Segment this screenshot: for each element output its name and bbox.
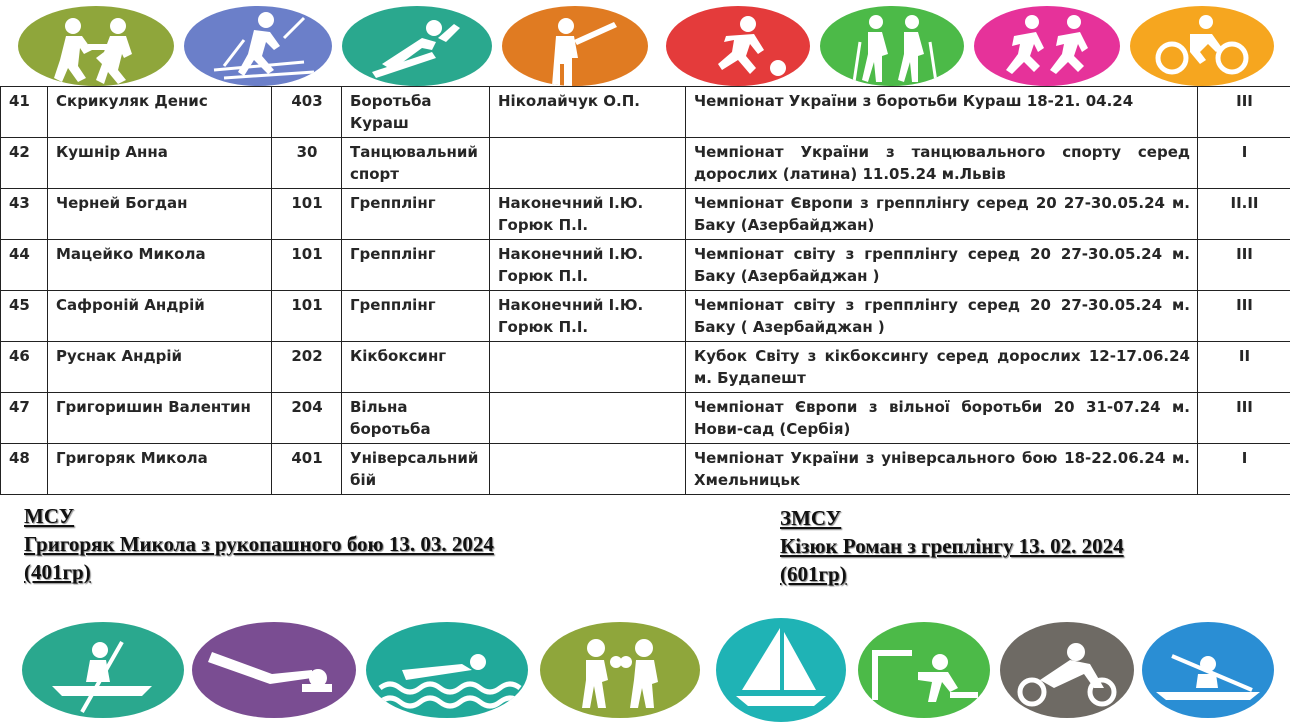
group-number: 101 xyxy=(272,291,342,342)
sport-name: Вільна боротьба xyxy=(342,393,490,444)
cycling-icon xyxy=(1130,6,1274,86)
zmsu-block xyxy=(780,504,1124,588)
group-number: 101 xyxy=(272,240,342,291)
sport-name: Кікбоксинг xyxy=(342,342,490,393)
rank-value: III xyxy=(1198,393,1290,444)
table-row xyxy=(1,87,1290,138)
sailing-icon xyxy=(716,618,846,722)
rank-value: III xyxy=(1198,240,1290,291)
coach-names: Наконечний І.Ю. Горюк П.І. xyxy=(490,291,686,342)
table-row xyxy=(1,138,1290,189)
sport-name: Грепплінг xyxy=(342,189,490,240)
zmsu-line2: (601гр) xyxy=(780,562,847,586)
table-row xyxy=(1,189,1290,240)
coach-names xyxy=(490,444,686,495)
coach-names xyxy=(490,138,686,189)
zmsu-title: ЗМСУ xyxy=(780,506,842,530)
coach-names xyxy=(490,393,686,444)
athlete-name: Черней Богдан xyxy=(48,189,272,240)
group-number: 403 xyxy=(272,87,342,138)
rank-value: II.II xyxy=(1198,189,1290,240)
table-row xyxy=(1,393,1290,444)
athlete-name: Кушнір Анна xyxy=(48,138,272,189)
motorcycle-icon xyxy=(1000,622,1134,718)
sport-name: Грепплінг xyxy=(342,291,490,342)
shooting-icon xyxy=(502,6,648,86)
rank-value: II xyxy=(1198,342,1290,393)
msu-line1: Григоряк Микола з рукопашного бою 13. 03. 2024 xyxy=(24,532,494,556)
athlete-name: Григоряк Микола xyxy=(48,444,272,495)
row-number: 42 xyxy=(1,138,48,189)
wrestling-icon xyxy=(18,6,174,86)
rank-value: III xyxy=(1198,291,1290,342)
coach-names: Наконечний І.Ю. Горюк П.І. xyxy=(490,240,686,291)
row-number: 45 xyxy=(1,291,48,342)
competition-details: Чемпіонат України з універсального бою 18-22.06.24 м. Хмельницьк xyxy=(686,444,1198,495)
sport-icons-top xyxy=(0,2,1290,90)
coach-names xyxy=(490,342,686,393)
row-number: 46 xyxy=(1,342,48,393)
row-number: 43 xyxy=(1,189,48,240)
kayak-icon xyxy=(1142,622,1274,718)
coach-names: Ніколайчук О.П. xyxy=(490,87,686,138)
table-row xyxy=(1,291,1290,342)
sport-icons-bottom xyxy=(0,614,1290,722)
table-row xyxy=(1,444,1290,495)
row-number: 47 xyxy=(1,393,48,444)
competition-details: Чемпіонат світу з грепплінгу серед 20 27-30.05.24 м. Баку ( Азербайджан ) xyxy=(686,291,1198,342)
group-number: 30 xyxy=(272,138,342,189)
group-number: 401 xyxy=(272,444,342,495)
group-number: 202 xyxy=(272,342,342,393)
luge-icon xyxy=(342,6,492,86)
competition-details: Чемпіонат України з танцювального спорту серед дорослих (латина) 11.05.24 м.Львів xyxy=(686,138,1198,189)
athlete-name: Скрикуляк Денис xyxy=(48,87,272,138)
athlete-name: Руснак Андрій xyxy=(48,342,272,393)
rowing-icon xyxy=(22,622,184,718)
msu-title: МСУ xyxy=(24,504,75,528)
results-table-body xyxy=(1,87,1290,495)
athlete-name: Григоришин Валентин xyxy=(48,393,272,444)
gymnastics-icon xyxy=(858,622,990,718)
football-icon xyxy=(666,6,810,86)
sport-name: Танцювальний спорт xyxy=(342,138,490,189)
table-row xyxy=(1,240,1290,291)
running-icon xyxy=(974,6,1120,86)
competition-details: Чемпіонат Європи з вільної боротьби 20 31-07.24 м. Нови-сад (Сербія) xyxy=(686,393,1198,444)
diving-icon xyxy=(192,622,356,718)
zmsu-line1: Кізюк Роман з греплінгу 13. 02. 2024 xyxy=(780,534,1124,558)
competition-details: Чемпіонат Європи з грепплінгу серед 20 27-30.05.24 м. Баку (Азербайджан) xyxy=(686,189,1198,240)
table-row xyxy=(1,342,1290,393)
coach-names: Наконечний І.Ю. Горюк П.І. xyxy=(490,189,686,240)
skiing-icon xyxy=(184,6,332,86)
athlete-name: Сафроній Андрій xyxy=(48,291,272,342)
results-table xyxy=(0,86,1290,495)
msu-block xyxy=(24,502,494,586)
rank-value: I xyxy=(1198,138,1290,189)
rank-value: I xyxy=(1198,444,1290,495)
sport-name: Універсальний бій xyxy=(342,444,490,495)
group-number: 204 xyxy=(272,393,342,444)
swimming-icon xyxy=(366,622,528,718)
row-number: 48 xyxy=(1,444,48,495)
sport-name: Боротьба Кураш xyxy=(342,87,490,138)
sport-name: Грепплінг xyxy=(342,240,490,291)
row-number: 44 xyxy=(1,240,48,291)
competition-details: Чемпіонат України з боротьби Кураш 18-21. 04.24 xyxy=(686,87,1198,138)
competition-details: Чемпіонат світу з грепплінгу серед 20 27-30.05.24 м. Баку (Азербайджан ) xyxy=(686,240,1198,291)
competition-details: Кубок Світу з кікбоксингу серед дорослих 12-17.06.24 м. Будапешт xyxy=(686,342,1198,393)
row-number: 41 xyxy=(1,87,48,138)
boxing-icon xyxy=(540,622,700,718)
nordic-walking-icon xyxy=(820,6,964,86)
rank-value: III xyxy=(1198,87,1290,138)
athlete-name: Мацейко Микола xyxy=(48,240,272,291)
group-number: 101 xyxy=(272,189,342,240)
msu-line2: (401гр) xyxy=(24,560,91,584)
